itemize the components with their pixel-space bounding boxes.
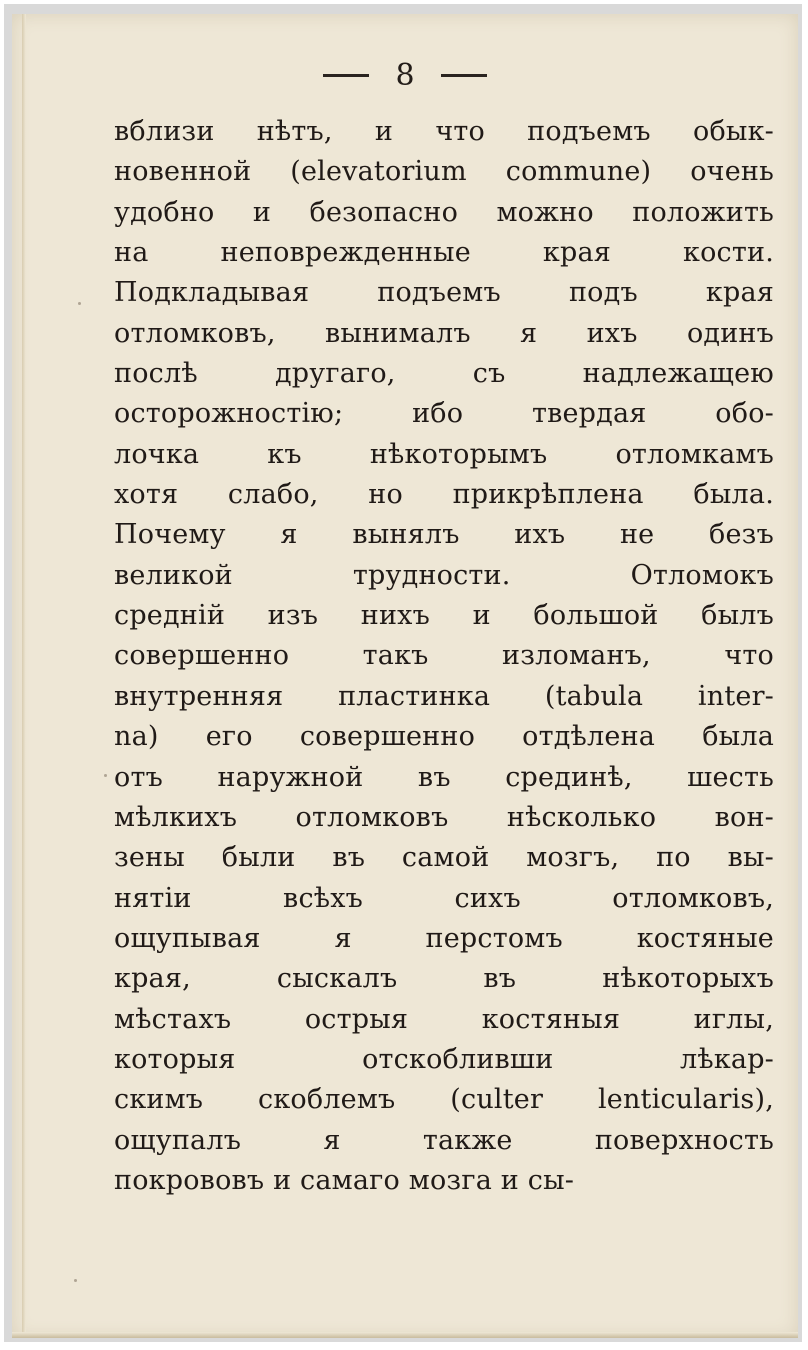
page-left-edge [22, 14, 26, 1338]
text-line: великой трудности. Отломокъ [114, 559, 774, 591]
text-line: которыя отскобливши лѣкар- [114, 1043, 774, 1075]
text-line: новенной (elevatorium commune) очень [114, 156, 774, 188]
text-line: зены были въ самой мозгъ, по вы- [114, 842, 774, 874]
page-bottom-edge [12, 1332, 798, 1338]
text-line: мѣлкихъ отломковъ нѣсколько вон- [114, 801, 774, 833]
text-line: скимъ скоблемъ (culter lenticularis), [114, 1084, 774, 1116]
text-line: na) его совершенно отдѣлена была [114, 721, 774, 753]
page-number: 8 [395, 58, 415, 93]
paper-speck [74, 1279, 77, 1282]
text-line: удобно и безопасно можно положить [114, 196, 774, 228]
text-line: ощупывая я перстомъ костяные [114, 922, 774, 954]
text-line: вблизи нѣтъ, и что подъемъ обык- [114, 116, 774, 147]
header-dash-right [441, 74, 487, 77]
scan-frame [4, 4, 802, 1342]
text-line: отломковъ, вынималъ я ихъ одинъ [114, 317, 774, 349]
body-text [114, 112, 774, 1201]
text-line: отъ наружной въ срединѣ, шесть [114, 761, 774, 793]
text-line: лочка къ нѣкоторымъ отломкамъ [114, 438, 774, 470]
paper-speck [104, 774, 107, 777]
header-dash-left [323, 74, 369, 77]
text-line: нятіи всѣхъ сихъ отломковъ, [114, 882, 774, 914]
text-line: Подкладывая подъемъ подъ края [114, 277, 774, 309]
text-line: внутренняя пластинка (tabula inter- [114, 680, 774, 712]
text-line: средній изъ нихъ и большой былъ [114, 600, 774, 632]
text-line: хотя слабо, но прикрѣплена была. [114, 479, 774, 511]
text-line: ощупалъ я также поверхность [114, 1124, 774, 1156]
text-line: мѣстахъ острыя костяныя иглы, [114, 1003, 774, 1035]
text-line: совершенно такъ изломанъ, что [114, 640, 774, 672]
text-line: на неповрежденные края кости. [114, 237, 774, 269]
text-line: Почему я вынялъ ихъ не безъ [114, 519, 774, 551]
text-line: края, сыскалъ въ нѣкоторыхъ [114, 963, 774, 995]
text-line: послѣ другаго, съ надлежащею [114, 358, 774, 390]
text-line: покрововъ и самаго мозга и сы- [114, 1164, 575, 1196]
paper-speck [78, 302, 81, 305]
page-header [12, 58, 798, 98]
text-line: осторожностію; ибо твердая обо- [114, 398, 774, 430]
book-page [12, 14, 798, 1338]
